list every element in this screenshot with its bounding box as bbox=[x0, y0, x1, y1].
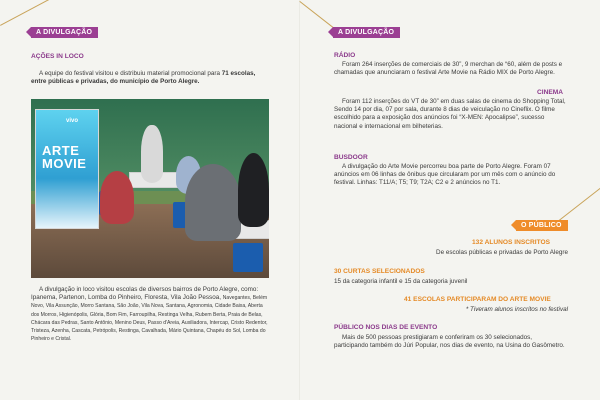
student-seated-figure bbox=[185, 164, 241, 241]
intro-paragraph: A equipe do festival visitou e distribuiu material promocional para 71 escolas, entre públicas e privadas, do município de Porto Alegre. bbox=[31, 70, 256, 86]
heading-busdoor: BUSDOOR bbox=[334, 154, 368, 161]
stat-curtas-title: 30 CURTAS SELECIONADOS bbox=[334, 268, 425, 275]
school-visit-photo bbox=[31, 99, 269, 278]
teacher-figure bbox=[141, 125, 163, 183]
heading-acoes-in-loco: AÇÕES IN LOCO bbox=[31, 53, 84, 60]
busdoor-paragraph: A divulgação do Arte Movie percorreu boa parte de Porto Alegre. Foram 07 anúncios em 06 linhas de ônibus que circularam por um mês com o anúncio do festival. Linhas: T11/A; T5; T9; T2A; C2 e 2 anúncios no T1. bbox=[334, 163, 556, 187]
radio-paragraph: Foram 264 inserções de comerciais de 30”, 9 merchan de “60, além de posts e chamadas que anunciaram o festival Arte Movie na Rádio MIX de Porto Alegre. bbox=[334, 61, 563, 77]
right-page bbox=[300, 0, 600, 400]
stat-escolas-text: * Tiveram alunos inscritos no festival bbox=[465, 306, 568, 313]
right-bottom-decorative-line bbox=[555, 184, 600, 224]
section-tag-public: O PÚBLICO bbox=[516, 220, 568, 231]
poster-title-text: ARTE MOVIE bbox=[42, 143, 87, 171]
festival-poster bbox=[35, 109, 99, 229]
neighborhood-list: Navegantes, Belém Novo, Vila Assunção, Morro Santana, São João, Vila Nova, Santana, Agronomia, Cidade Baixa, Aberta dos Morros, Higienópolis, Glória, Bom Fim, Farroupilha, Restinga Velha, Rubem Berta, Praia de Belas, Chácara das Pedras, Santo Antônio, Menino Deus, Passo d'Areia, Auxiliadora, Intercap, Cristo Redentor, Tristeza, Azenha, Cascata, Petrópolis, Restinga, Cavalhada, Mário Quintana, Chapéu do Sol, Lomba do Pinheiro e Cristal. bbox=[31, 295, 268, 343]
student-right-figure bbox=[238, 153, 269, 227]
student-red-figure bbox=[100, 171, 134, 224]
stat-alunos-title: 132 ALUNOS INSCRITOS bbox=[472, 239, 551, 246]
chair-blue-3 bbox=[233, 243, 263, 272]
poster-vivo-text: vivo bbox=[66, 118, 79, 124]
stat-escolas-title: 41 ESCOLAS PARTICIPARAM DO ARTE MOVIE bbox=[404, 296, 551, 303]
stat-publico-text: Mais de 500 pessoas prestigiaram e conferiram os 30 selecionados, participando também do Júri Popular, nos dias de evento, na Usina do Gasômetro. bbox=[334, 334, 565, 350]
section-tag-left: A DIVULGAÇÃO bbox=[31, 27, 98, 38]
section-tag-right: A DIVULGAÇÃO bbox=[333, 27, 400, 38]
cinema-paragraph: Foram 112 inserções do VT de 30” em duas salas de cinema do Shopping Total, Sendo 14 por dia, 07 por sala, durante 8 dias de veiculação no Cineflix. O filme escolhido para a exposição dos anúncios foi “X-MEN: Apocalipse”, sucesso nacional e internacional em bilheterias. bbox=[334, 98, 566, 130]
heading-cinema: CINEMA bbox=[537, 89, 564, 96]
stat-curtas-text: 15 da categoria infantil e 15 da categoria juvenil bbox=[334, 278, 468, 285]
left-decorative-line bbox=[0, 0, 84, 26]
stat-alunos-text: De escolas públicas e privadas de Porto Alegre bbox=[436, 249, 568, 256]
heading-radio: RÁDIO bbox=[334, 52, 356, 59]
neighborhood-paragraph: A divulgação in loco visitou escolas de diversos bairros de Porto Alegre, como: Ipanema, Partenon, Lomba do Pinheiro, Floresta, Vila João Pessoa, Navegantes, Belém Novo, Vila Assunção, Morro Santana, São João, Vila Nova, Santana, Agronomia, Cidade Baixa, Aberta dos Morros, Higienópolis, Glória, Bom Fim, Farroupilha, Restinga Velha, Rubem Berta, Praia de Belas, Chácara das Pedras, Santo Antônio, Menino Deus, Passo d'Areia, Auxiliadora, Intercap, Cristo Redentor, Tristeza, Azenha, Cascata, Petrópolis, Restinga, Cavalhada, Mário Quintana, Chapéu do Sol, Lomba do Pinheiro e Cristal. bbox=[31, 286, 268, 343]
stat-publico-title: PÚBLICO NOS DIAS DE EVENTO bbox=[334, 324, 438, 331]
